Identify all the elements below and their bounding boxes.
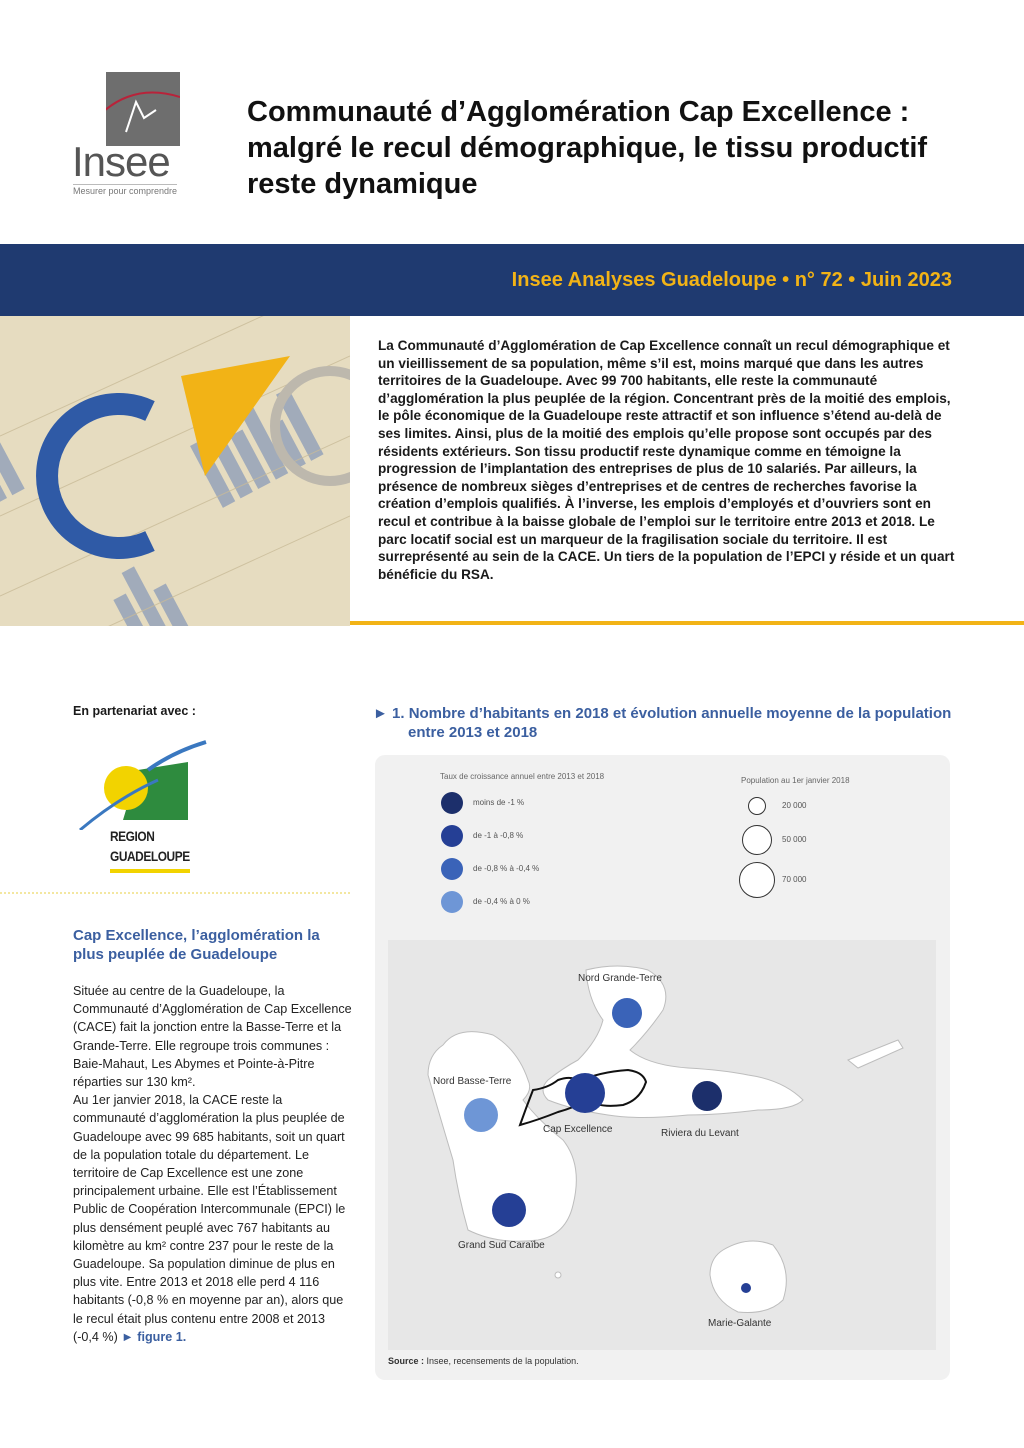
logo-wordmark: Insee [72,138,170,185]
bubble-cap-excellence [565,1073,605,1113]
legend-growth-label-4: de -0,4 % à 0 % [473,897,530,906]
paragraph-2: Au 1er janvier 2018, la CACE reste la communauté d’agglomération la plus peuplée de Guadeloupe avec 99 685 habitants, soit un quart de la population totale du département. Le territoire de Cap Excellence est une zone principalement urbaine. Elle est l’Établissement Public de Coopération Intercommunale (EPCI) le plus densément peuplé avec 767 habitants au kilomètre au km² contre 237 pour le reste de la Guadeloupe. Sa population diminue de plus en plus vite. Entre 2013 et 2018 elle perd 4 116 habitants (-0,8 % en moyenne par an), alors que le recul était plus contenu entre 2008 et 2013 (-0,4 %) [73,1093,346,1344]
publication-banner [0,244,1024,316]
bubble-riviera-du-levant [692,1081,722,1111]
guadeloupe-map [388,940,936,1350]
legend-circle-large [739,862,775,898]
map-shape-marie-galante [710,1241,786,1313]
insee-logo [72,72,182,197]
legend-circle-small [748,797,766,815]
bubble-marie-galante [741,1283,751,1293]
logo-tagline: Mesurer pour comprendre [73,186,178,196]
source-text: Insee, recensements de la population. [426,1356,579,1366]
legend-growth-title: Taux de croissance annuel entre 2013 et 2018 [440,772,605,781]
map-label-cap-excellence: Cap Excellence [543,1124,613,1135]
legend-growth-label-1: moins de -1 % [473,798,525,807]
legend-pop-label-2: 50 000 [782,835,807,844]
legend-swatch-2 [441,825,463,847]
body-text [73,982,353,1346]
figure-source [388,1356,579,1366]
region-line-1: REGION [110,828,155,844]
section-title: Cap Excellence, l’agglomération la plus peuplée de Guadeloupe [73,927,320,963]
legend-circle-medium [742,825,772,855]
region-line-2: GUADELOUPE [110,848,190,864]
legend-pop-label-1: 20 000 [782,801,807,810]
source-label: Source : [388,1356,425,1366]
legend-growth-label-3: de -0,8 % à -0,4 % [473,864,540,873]
bubble-nord-grande-terre [612,998,642,1028]
legend-swatch-1 [441,792,463,814]
paragraph-1: Située au centre de la Guadeloupe, la Communauté d’Agglomération de Cap Excellence (CACE) fait la jonction entre la Basse-Terre et la Grande-Terre. Elle regroupe trois communes : Baie-Mahaut, Les Abymes et Pointe-à-Pitre réparties sur 130 km². [73,984,352,1090]
abstract-text: La Communauté d’Agglomération de Cap Excellence connaît un recul démographique et un vieillissement de sa population, même s’il est, moins marqué que dans les autres territoires de la Guadeloupe. Avec 99 700 habitants, elle reste la communauté d’agglomération la plus peuplée de la région. Concentrant près de la moitié des emplois, le pôle économique de la Guadeloupe reste attractif et son influence s’étend au-delà de ses limites. Ainsi, plus de la moitié des emplois qu’elle propose sont occupés par des résidents extérieurs. Son tissu productif reste dynamique comme en témoigne la progression de l’implantation des entreprises de plus de 10 salariés. Par ailleurs, la présence de nombreux sièges d’entreprises et de centres de recherches favorise la création d’emplois qualifiés. À l’inverse, les emplois d’employés et d’ouvriers sont en recul et contribue à la baisse globale de l’emploi sur le territoire entre 2013 et 2018. Le parc locatif social est un marqueur de la fragilisation sociale du territoire. Il est surreprésenté au sein de la CACE. Un tiers de la population de l’EPCI y réside et un quart bénéficie du RSA. [378,338,955,582]
map-label-nord-basse-terre: Nord Basse-Terre [433,1076,512,1087]
map-label-marie-galante: Marie-Galante [708,1318,772,1329]
partner-label: En partenariat avec : [73,704,196,718]
figure-title: ► 1. Nombre d’habitants en 2018 et évolution annuelle moyenne de la population entre 2013 et 2018 [373,705,952,741]
legend-growth-label-2: de -1 à -0,8 % [473,831,524,840]
region-underline [110,869,190,873]
map-label-riviera-du-levant: Riviera du Levant [661,1128,739,1139]
figure-1-link[interactable]: ► figure 1. [121,1329,187,1344]
page-title: Communauté d’Agglomération Cap Excellence : malgré le recul démographique, le tissu productif reste dynamique [247,96,928,200]
cover-illustration [0,316,350,626]
legend-swatch-3 [441,858,463,880]
map-shape-les-saintes [555,1272,561,1278]
publication-reference: Insee Analyses Guadeloupe • n° 72 • Juin 2023 [511,269,952,291]
dotted-divider [0,892,350,894]
map-shape-desirade [848,1040,903,1068]
legend-pop-title: Population au 1er janvier 2018 [741,776,850,785]
legend-swatch-4 [441,891,463,913]
map-label-grand-sud-caraibe: Grand Sud Caraïbe [458,1240,545,1251]
bubble-grand-sud-caraibe [492,1193,526,1227]
yellow-divider [350,621,1024,625]
legend-pop-label-3: 70 000 [782,875,807,884]
map-label-nord-grande-terre: Nord Grande-Terre [578,973,662,984]
bubble-nord-basse-terre [464,1098,498,1132]
region-guadeloupe-logo [78,740,208,875]
logo-mark [106,72,180,146]
